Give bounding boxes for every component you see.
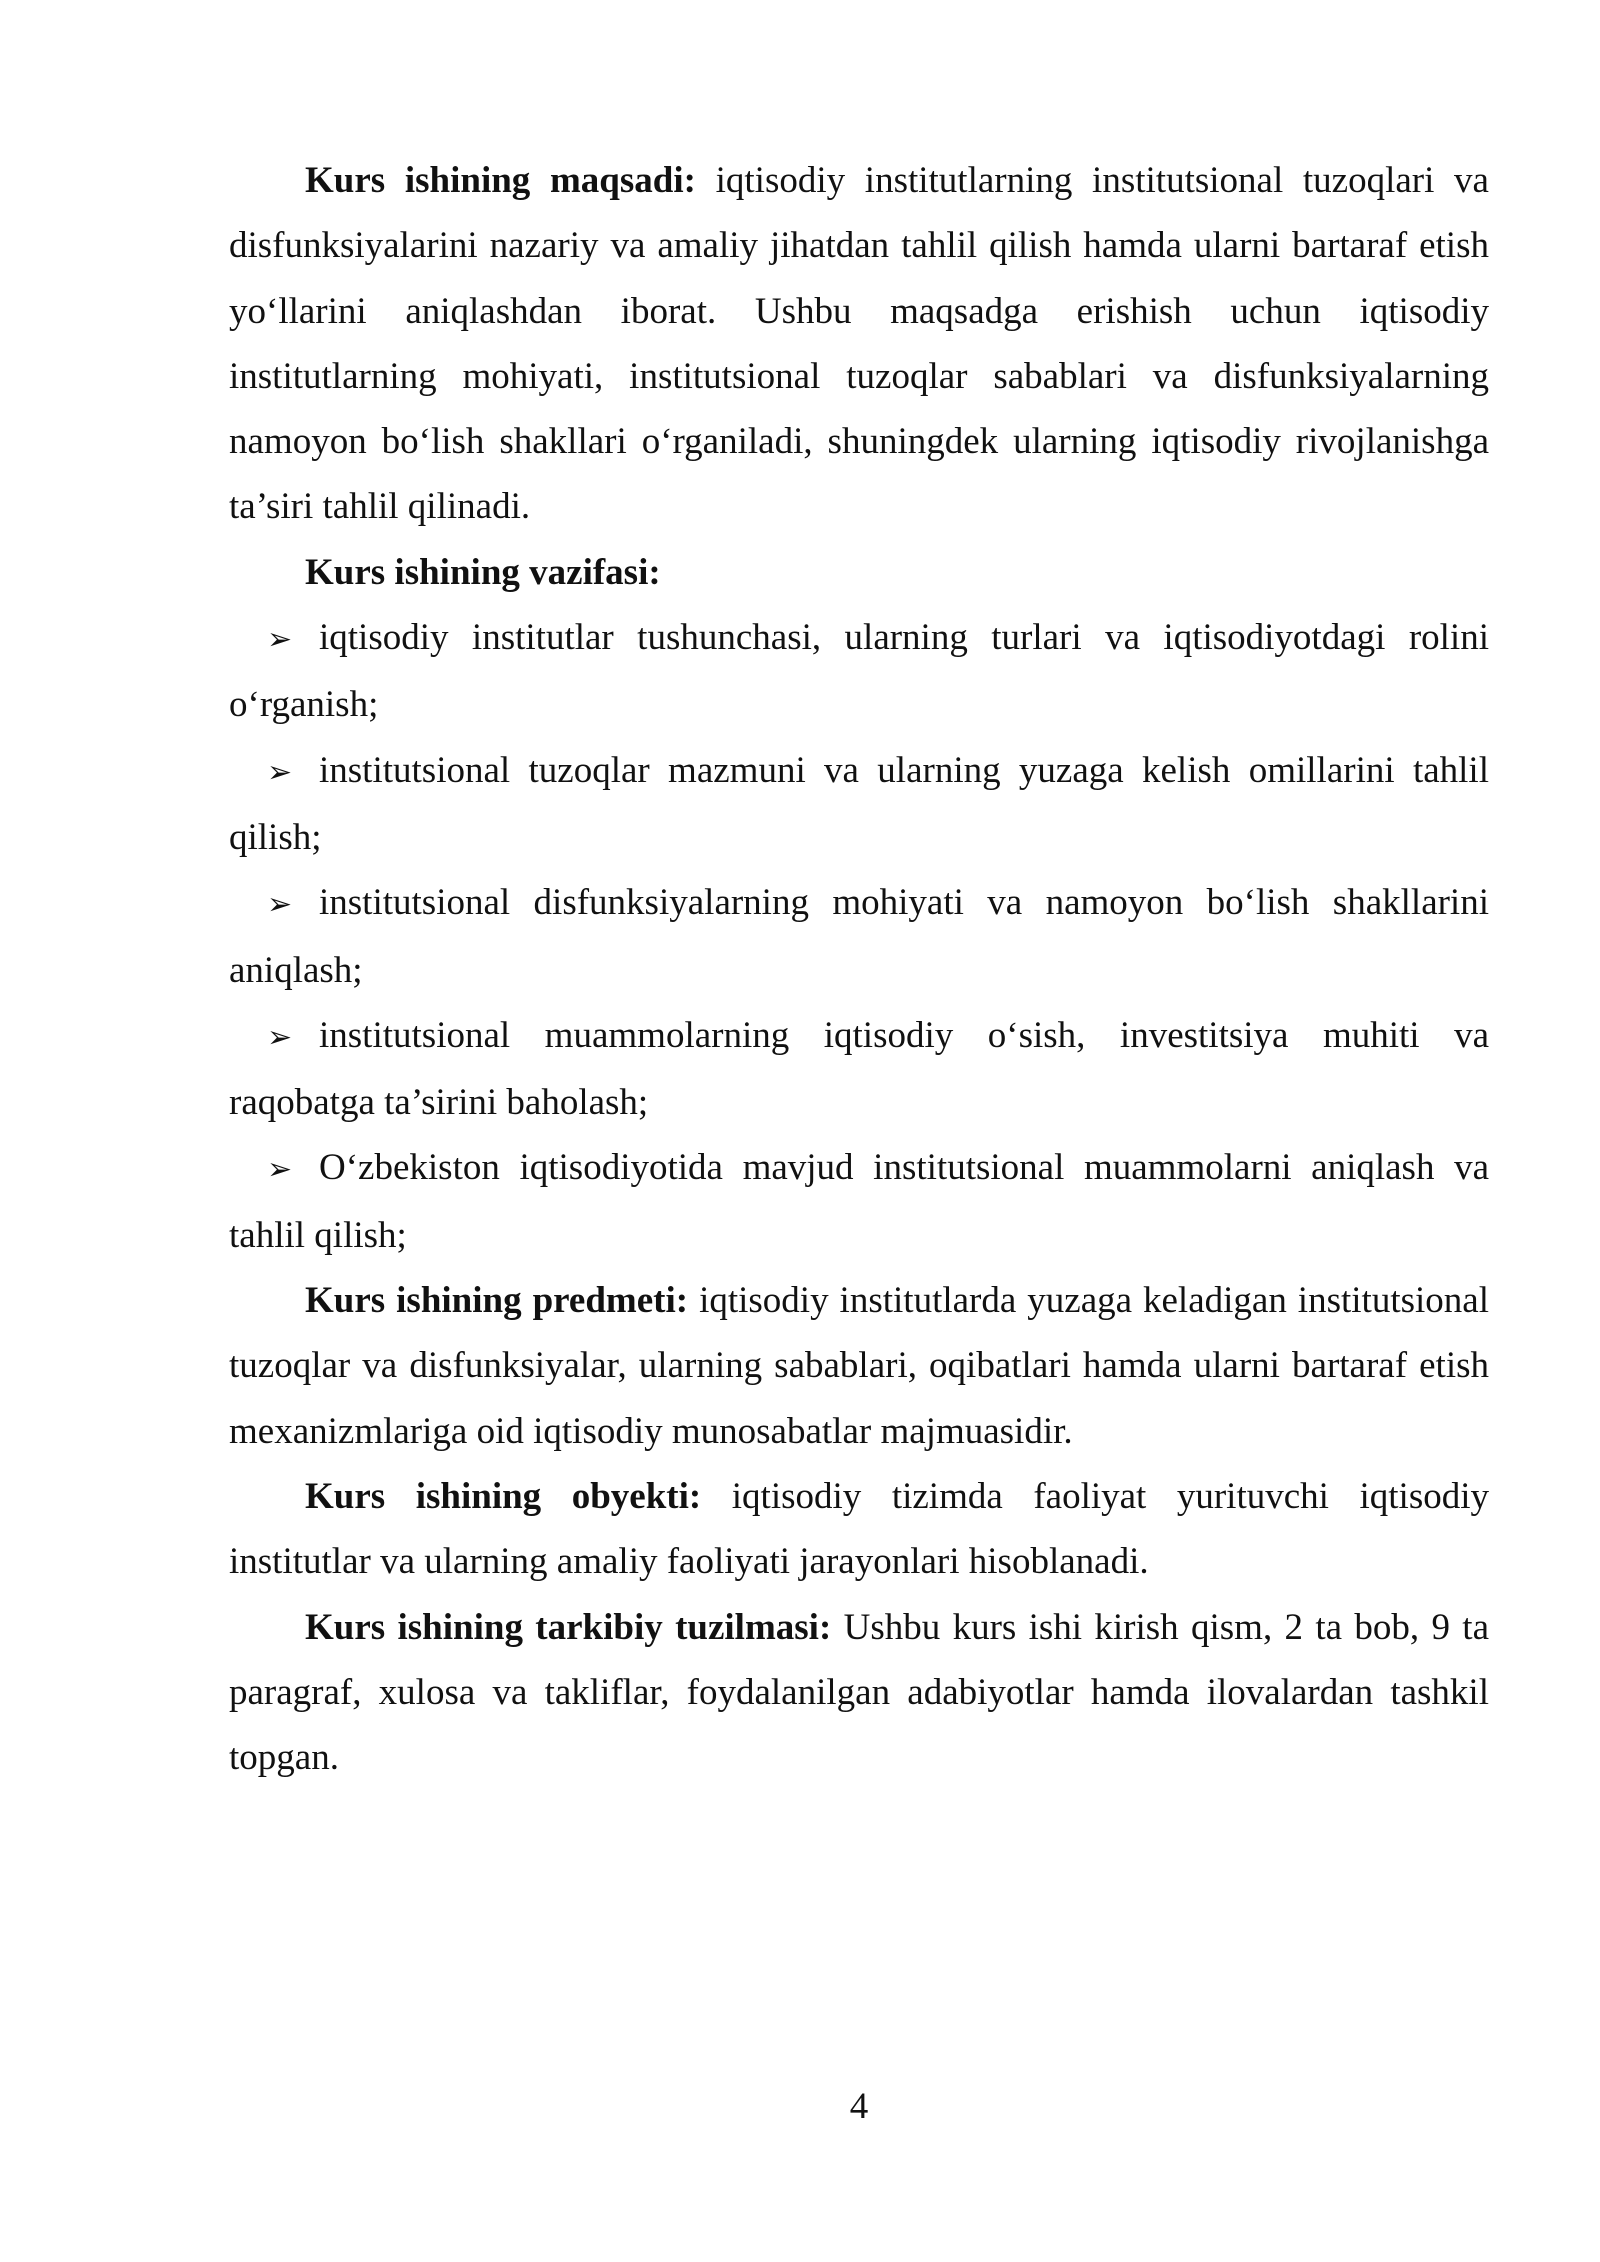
list-item-text: iqtisodiy institutlar tushunchasi, ularning turlari va iqtisodiyotdagi rolini o‘rganish; xyxy=(229,617,1489,726)
tasks-heading: Kurs ishining vazifasi: xyxy=(305,551,661,593)
structure-label: Kurs ishining tarkibiy tuzilmasi: xyxy=(305,1606,832,1648)
arrowhead-bullet-icon: ➢ xyxy=(267,887,293,923)
list-item xyxy=(229,870,1489,1003)
arrowhead-bullet-icon: ➢ xyxy=(267,1152,293,1188)
structure-paragraph xyxy=(229,1595,1489,1791)
purpose-paragraph xyxy=(229,148,1489,540)
list-item-text: O‘zbekiston iqtisodiyotida mavjud institutsional muammolarni aniqlash va tahlil qilish; xyxy=(229,1147,1489,1256)
object-text: iqtisodiy tizimda faoliyat yurituvchi iqtisodiy institutlar va ularning amaliy faoliyati jarayonlari hisoblanadi. xyxy=(229,1475,1490,1583)
object-label: Kurs ishining obyekti: xyxy=(305,1475,702,1517)
subject-paragraph xyxy=(229,1268,1489,1464)
object-paragraph xyxy=(229,1464,1489,1595)
list-item-text: institutsional muammolarning iqtisodiy o‘sish, investitsiya muhiti va raqobatga ta’sirini baholash; xyxy=(229,1014,1489,1124)
list-item-text: institutsional tuzoqlar mazmuni va ularning yuzaga kelish omillarini tahlil qilish; xyxy=(229,749,1489,858)
list-item-text: institutsional disfunksiyalarning mohiyati va namoyon bo‘lish shakllarini aniqlash; xyxy=(229,882,1489,991)
arrowhead-bullet-icon: ➢ xyxy=(267,622,293,658)
document-body xyxy=(229,148,1489,1790)
list-item xyxy=(229,738,1489,871)
subject-text: iqtisodiy institutlarda yuzaga keladigan institutsional tuzoqlar va disfunksiyalar, ularning sabablari, oqibatlari hamda ularni bartaraf etish mexanizmlariga oid iqtisodiy munosabatlar majmuasidir. xyxy=(229,1280,1489,1452)
tasks-list xyxy=(229,605,1489,1268)
purpose-label: Kurs ishining maqsadi: xyxy=(305,160,696,201)
arrowhead-bullet-icon: ➢ xyxy=(267,754,293,790)
list-item xyxy=(229,1135,1489,1268)
arrowhead-bullet-icon: ➢ xyxy=(267,1019,293,1055)
list-item xyxy=(229,605,1489,738)
list-item xyxy=(229,1003,1489,1136)
structure-text: Ushbu kurs ishi kirish qism, 2 ta bob, 9 ta paragraf, xulosa va takliflar, foydalanilgan adabiyotlar hamda ilovalardan tashkil topgan. xyxy=(229,1606,1489,1779)
purpose-text: iqtisodiy institutlarning institutsional tuzoqlari va disfunksiyalarini nazariy va amaliy jihatdan tahlil qilish hamda ularni bartaraf etish yo‘llarini aniqlashdan iborat. Ushbu maqsadga erishish uchun iqtisodiy institutlarning mohiyati, institutsional tuzoqlar sabablari va disfunksiyalarning namoyon bo‘lish shakllari o‘rganiladi, shuningdek ularning iqtisodiy rivojlanishga ta’siri tahlil qilinadi. xyxy=(229,160,1489,528)
page-number: 4 xyxy=(849,2086,869,2127)
subject-label: Kurs ishining predmeti: xyxy=(305,1280,689,1322)
